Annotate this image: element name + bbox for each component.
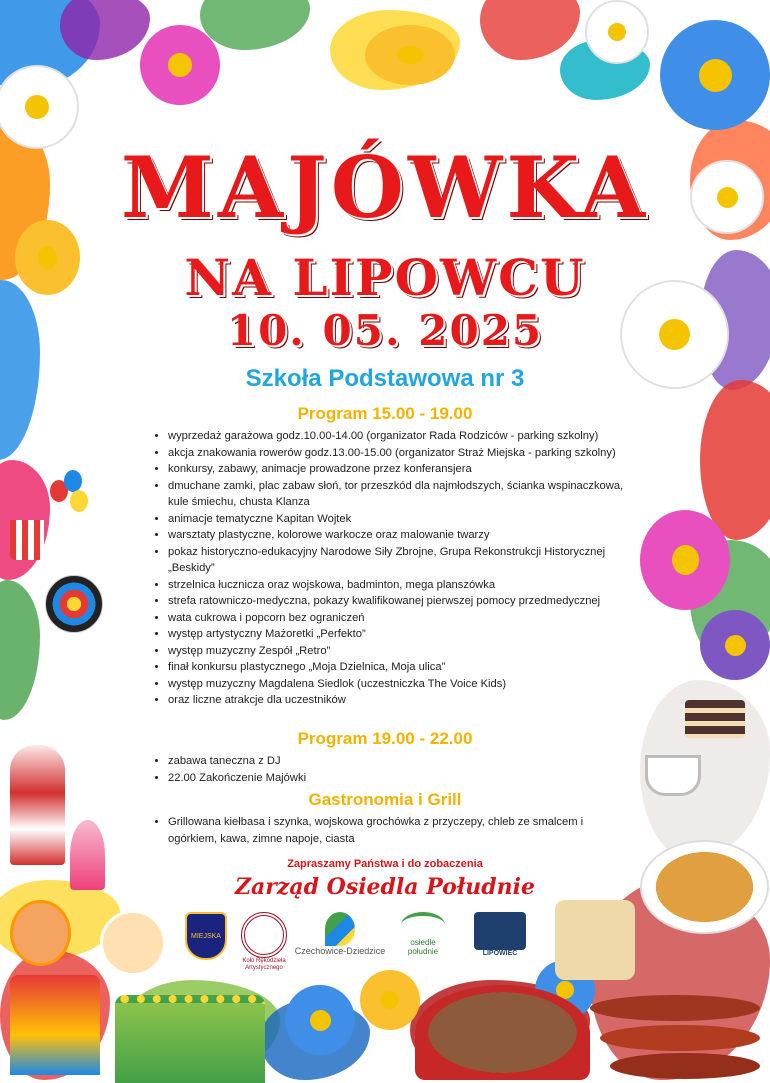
yellow-flower-icon bbox=[365, 25, 455, 85]
list-item: • strzelnica łucznicza oraz wojskowa, badminton, mega planszówka bbox=[168, 577, 628, 594]
program2-heading: Program 19.00 - 22.00 bbox=[297, 729, 473, 748]
face-painting-photo bbox=[100, 910, 166, 976]
purple-flower-icon bbox=[700, 610, 770, 680]
event-date: 10. 05. 2025 bbox=[226, 306, 544, 355]
daisy-icon bbox=[585, 0, 649, 64]
list-item: • oraz liczne atrakcje dla uczestników bbox=[168, 692, 628, 709]
straz-miejska-logo bbox=[183, 912, 229, 960]
pink-flower-icon bbox=[140, 25, 220, 105]
czechowice-dziedzice-logo: Czechowice-Dziedzice bbox=[290, 912, 390, 956]
program1-list bbox=[150, 428, 628, 709]
inflatable-slide-photo bbox=[10, 975, 100, 1075]
list-item: • strefa ratowniczo-medyczna, pokazy kwalifikowanej pierwszej pomocy przedmedycznej bbox=[168, 593, 628, 610]
poster-subtitle: NA LIPOWCU bbox=[184, 248, 586, 307]
bouncy-castle-photo bbox=[115, 995, 265, 1083]
grilled-sausages-photo bbox=[590, 985, 770, 1080]
painted-face-photo bbox=[10, 900, 71, 966]
sp3-lipowiec-logo: LIPOWIEC bbox=[470, 912, 530, 957]
popcorn-icon bbox=[10, 520, 44, 560]
program1-heading: Program 15.00 - 19.00 bbox=[297, 404, 473, 423]
ornament-icon bbox=[241, 912, 287, 958]
list-item: • wyprzedaż garażowa godz.10.00-14.00 (organizator Rada Rodziców - parking szkolny) bbox=[168, 428, 628, 445]
list-item: • zabawa taneczna z DJ bbox=[168, 753, 628, 770]
pink-flower-icon bbox=[640, 510, 730, 610]
archery-target-icon bbox=[45, 575, 103, 633]
gastronomy-heading: Gastronomia i Grill bbox=[308, 790, 462, 809]
list-item: • 22.00 Zakończenie Majówki bbox=[168, 770, 628, 787]
shield-icon: MIEJSKA bbox=[185, 912, 227, 960]
list-item: • dmuchane zamki, plac zabaw słoń, tor przeszkód dla najmłodszych, ścianka wspinaczkowa, kule śmiechu, chusta Klanza bbox=[168, 478, 628, 511]
city-emblem-icon bbox=[325, 912, 355, 946]
lotus-icon bbox=[401, 912, 445, 938]
list-item: • występ artystyczny Mażoretki „Perfekto” bbox=[168, 626, 628, 643]
yellow-flower-icon bbox=[360, 970, 420, 1030]
kolo-rekodziela-logo: Koło Rękodzieła Artystycznego bbox=[240, 912, 288, 972]
gastronomy-list bbox=[150, 814, 628, 847]
venue-name: Szkoła Podstawowa nr 3 bbox=[245, 365, 525, 392]
bread-with-lard-photo bbox=[555, 900, 635, 980]
poster-title: MAJÓWKA bbox=[120, 138, 650, 237]
cornflower-icon bbox=[660, 20, 770, 130]
balloons-icon bbox=[50, 470, 90, 520]
list-item: • akcja znakowania rowerów godz.13.00-15.00 (organizator Straż Miejska - parking szkolny) bbox=[168, 445, 628, 462]
list-item: • wata cukrowa i popcorn bez ograniczeń bbox=[168, 610, 628, 627]
cornflower-icon bbox=[285, 985, 355, 1055]
list-item: • animacje tematyczne Kapitan Wojtek bbox=[168, 511, 628, 528]
organizer-signature: Zarząd Osiedla Południe bbox=[234, 874, 536, 900]
list-item: • pokaz historyczno-edukacyjny Narodowe Siły Zbrojne, Grupa Rekonstrukcji Historycznej „Beskidy” bbox=[168, 544, 628, 577]
list-item: • występ muzyczny Magdalena Siedlok (uczestniczka The Voice Kids) bbox=[168, 676, 628, 693]
list-item: • warsztaty plastyczne, kolorowe warkocze oraz malowanie twarzy bbox=[168, 527, 628, 544]
list-item: • Grillowana kiełbasa i szynka, wojskowa grochówka z przyczepy, chleb ze smalcem i ogórkiem, kawa, zimne napoje, ciasta bbox=[168, 814, 628, 847]
daisy-icon bbox=[0, 65, 79, 149]
list-item: • występ muzyczny Zespół „Retro” bbox=[168, 643, 628, 660]
program2-list bbox=[150, 753, 628, 786]
bowl-of-meat-photo bbox=[415, 985, 590, 1080]
osiedle-poludnie-logo: osiedle południe bbox=[392, 912, 454, 956]
invitation-text: Zapraszamy Państwa i do zobaczenia bbox=[287, 858, 483, 870]
list-item: • finał konkursu plastycznego „Moja Dzielnica, Moja ulica” bbox=[168, 659, 628, 676]
school-emblem-icon bbox=[474, 912, 526, 950]
list-item: • konkursy, zabawy, animacje prowadzone przez konferansjera bbox=[168, 461, 628, 478]
